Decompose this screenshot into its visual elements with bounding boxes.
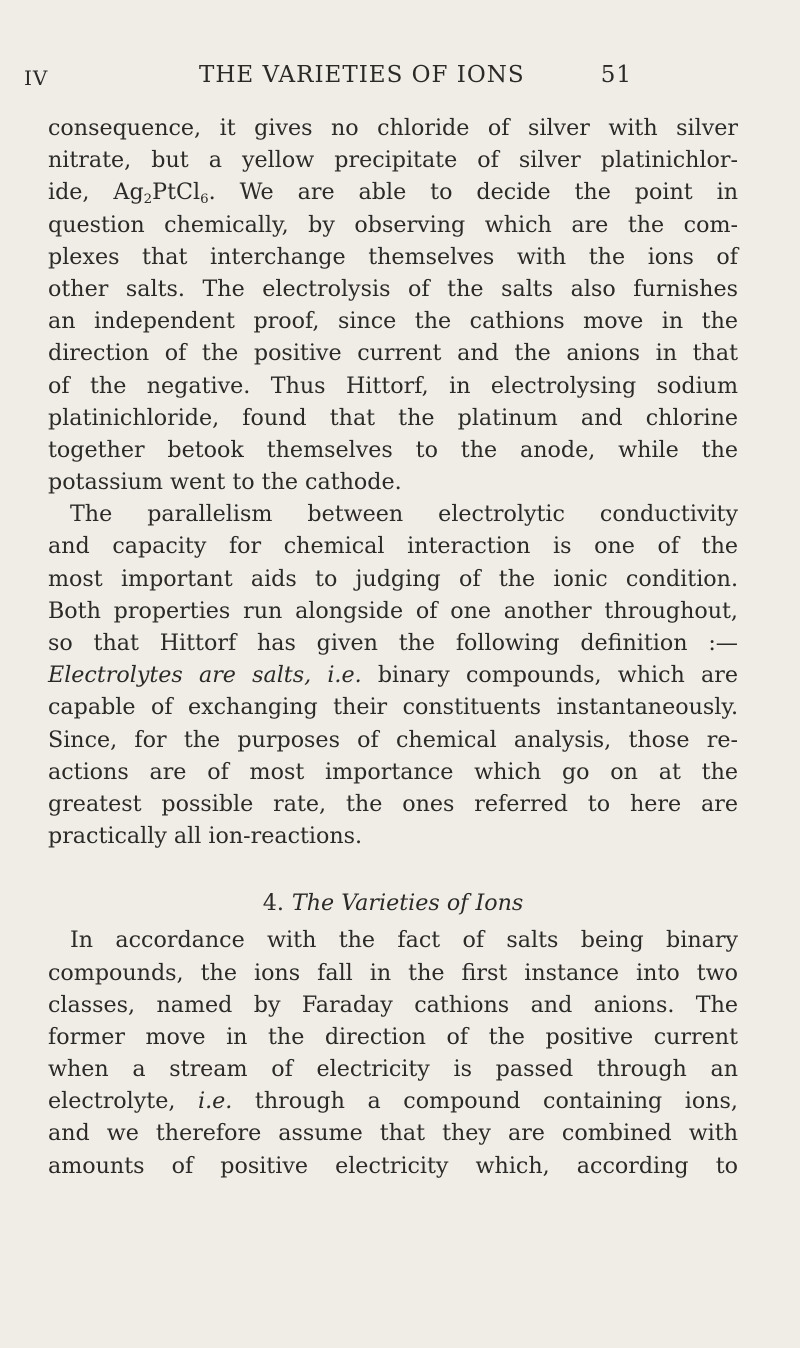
subscript: 2 (143, 192, 153, 208)
text-line: Since, for the purposes of chemical analysis, those re- (48, 726, 738, 753)
page-body (48, 112, 738, 1182)
page-number: 51 (600, 62, 632, 88)
text-line: question chemically, by observing which are the com- (48, 211, 738, 238)
text-line: an independent proof, since the cathions move in the (48, 308, 738, 335)
text-line: former move in the direction of the positive current (48, 1023, 738, 1050)
section-title: The Varieties of Ions (291, 890, 524, 917)
paragraph-1 (48, 112, 738, 498)
text-run: electrolyte, (48, 1088, 198, 1115)
text-line: of the negative. Thus Hittorf, in electrolysing sodium (48, 372, 738, 399)
text-line: In accordance with the fact of salts being binary (70, 927, 738, 954)
text-line: and capacity for chemical interaction is one of the (48, 533, 738, 560)
text-line: practically all ion-reactions. (48, 823, 363, 850)
text-run: PtCl (152, 179, 201, 206)
text-line: Both properties run alongside of one another throughout, (48, 597, 738, 624)
text-line: compounds, the ions fall in the first instance into two (48, 959, 738, 986)
text-line: direction of the positive current and the anions in that (48, 340, 738, 367)
text-line: nitrate, but a yellow precipitate of silver platinichlor- (48, 147, 738, 174)
text-run: ide, Ag (48, 179, 144, 206)
text-run-italic: i.e. (197, 1088, 233, 1115)
text-line: plexes that interchange themselves with the ions of (48, 243, 738, 270)
running-header (24, 62, 632, 102)
text-line: capable of exchanging their constituents instantaneously. (48, 694, 738, 721)
text-run: through a compound containing ions, (232, 1088, 738, 1115)
definition-term: Electrolytes are salts, i.e. (48, 662, 362, 689)
text-line: most important aids to judging of the ionic condition. (48, 565, 738, 592)
text-line: other salts. The electrolysis of the salts also furnishes (48, 275, 738, 302)
text-run: . We are able to decide the point in (208, 179, 739, 206)
running-title: THE VARIETIES OF IONS (199, 62, 525, 88)
subscript: 6 (200, 192, 209, 208)
text-line: and we therefore assume that they are combined with (48, 1120, 738, 1147)
text-line (48, 176, 738, 208)
text-line: actions are of most importance which go on at the (48, 758, 738, 785)
text-line: potassium went to the cathode. (48, 469, 402, 496)
text-line: so that Hittorf has given the following definition :— (48, 630, 738, 656)
text-line: The parallelism between electrolytic conductivity (70, 501, 738, 528)
text-line: platinichloride, found that the platinum and chlorine (48, 404, 738, 431)
paragraph-3 (48, 924, 738, 1182)
chapter-number: IV (24, 66, 49, 90)
text-run: binary compounds, which are (361, 662, 738, 689)
text-line: classes, named by Faraday cathions and anions. The (48, 991, 738, 1018)
text-line: consequence, it gives no chloride of silver with silver (48, 115, 738, 141)
text-line (48, 659, 738, 691)
paragraph-2 (48, 498, 738, 852)
section-heading (48, 882, 738, 924)
text-line: amounts of positive electricity which, according to (48, 1152, 738, 1179)
text-line: together betook themselves to the anode, while the (48, 436, 738, 463)
section-number: 4. (262, 890, 284, 917)
text-line: greatest possible rate, the ones referred to here are (48, 790, 738, 817)
text-line: when a stream of electricity is passed through an (48, 1056, 738, 1083)
text-line (48, 1085, 738, 1117)
